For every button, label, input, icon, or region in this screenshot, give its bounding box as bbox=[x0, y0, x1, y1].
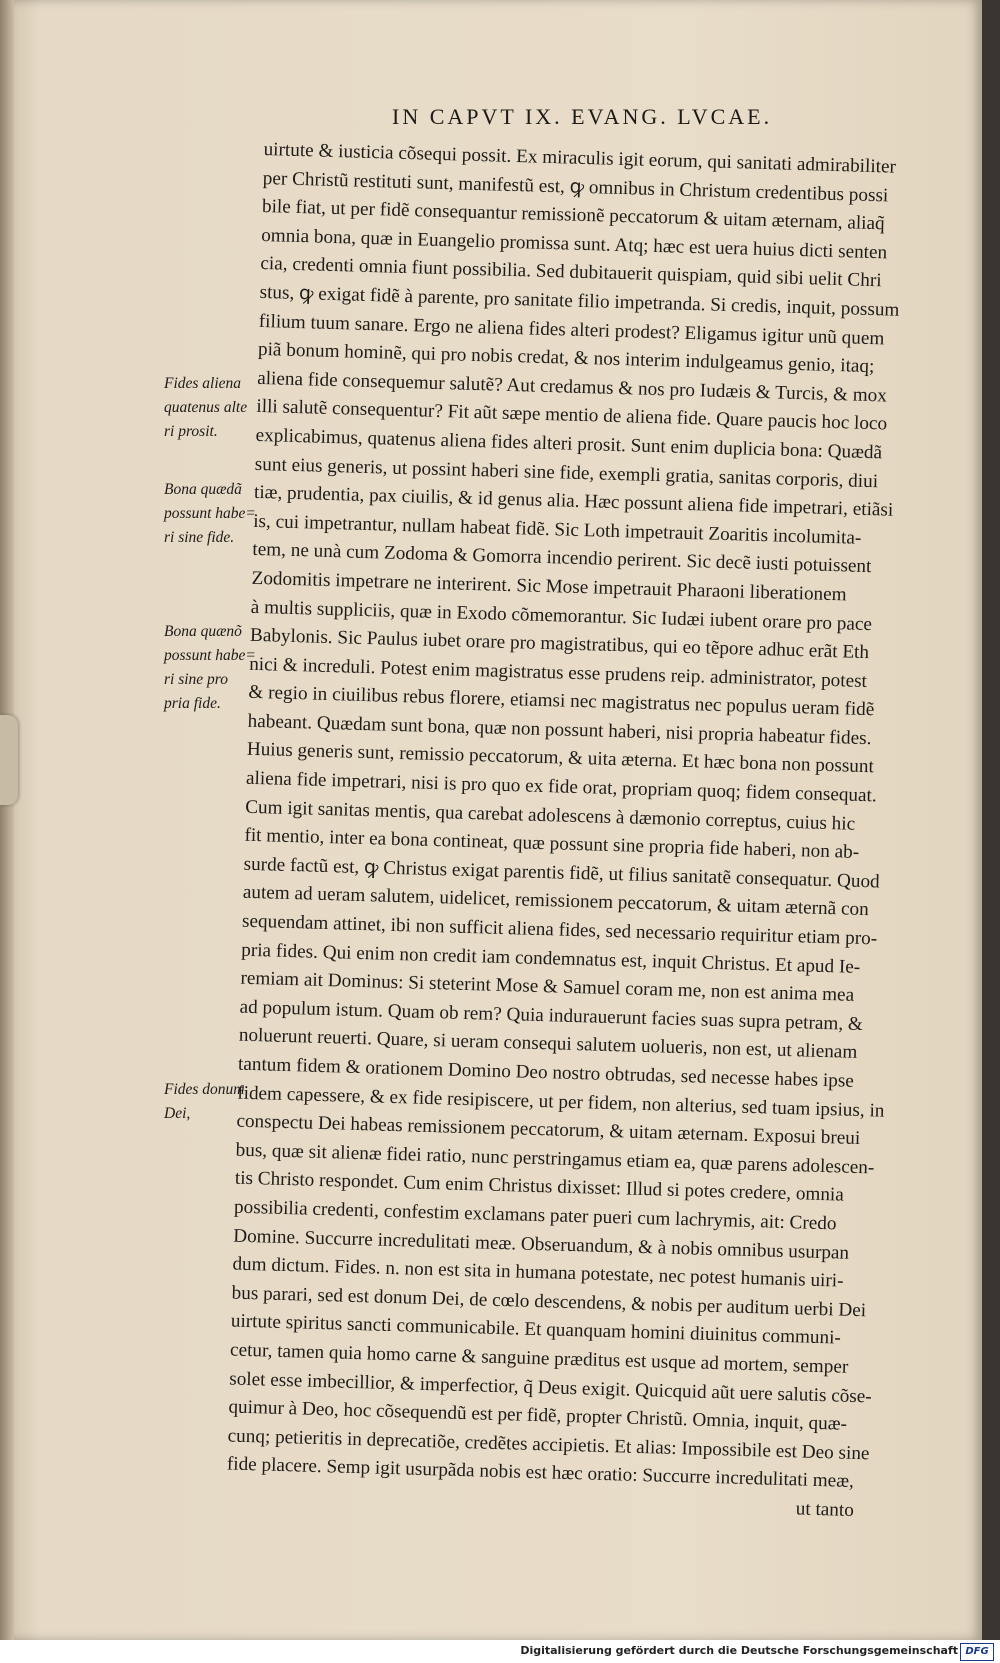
text-line: dum dictum. Fides. n. non est sita in humana potestate, nec potest humanis uiri- bbox=[232, 1253, 844, 1292]
text-line: explicabimus, quatenus aliena fides alteri prosit. Sunt enim duplicia bona: Quædã bbox=[255, 424, 883, 464]
text-line: Cum igit sanitas mentis, qua carebat adolescens à dæmonio correptus, cuius hic bbox=[244, 796, 856, 835]
margin-note-fides-donum bbox=[164, 1078, 264, 1126]
text-line: nici & increduli. Potest enim magistratus esse prudens reip. administrator, potest bbox=[248, 653, 868, 692]
text-line: habeant. Quædam sunt bona, quæ non possunt haberi, nisi propria habeatur fides. bbox=[247, 710, 872, 750]
text-line: tantum fidem & orationem Domino Deo nostro obtrudas, sed necesse habes ipse bbox=[237, 1053, 855, 1092]
text-line: bus parari, sed est donum Dei, de cœlo descendens, & nobis per auditum uerbi Dei bbox=[231, 1282, 867, 1322]
text-line: cetur, tamen quia homo carne & sanguine præditus est usque ad mortem, semper bbox=[229, 1339, 849, 1378]
text-line: filium tuum sanare. Ergo ne aliena fides alteri prodest? Eligamus igitur unũ quem bbox=[258, 310, 885, 349]
text-line: tis Christo respondet. Cum enim Christus dixisset: Illud si potes credere, omnia bbox=[234, 1167, 845, 1206]
page-tab bbox=[0, 715, 18, 805]
running-head: IN CAPVT IX. EVANG. LVCAE. bbox=[392, 104, 773, 129]
text-line: Domine. Succurre incredulitati meæ. Obseruandum, & à nobis omnibus usurpan bbox=[232, 1225, 850, 1264]
margin-note-bona-sine-fide bbox=[164, 478, 264, 550]
text-line: aliena fide impetrari, nisi is pro quo ex fide orat, propriam quoq; fidem consequat. bbox=[245, 767, 877, 807]
margin-note-line: ri sine fide. bbox=[164, 529, 235, 546]
text-line: solet esse imbecillior, & imperfectior, q̃ Deus exigit. Quicquid aũt uere salutis cõse- bbox=[228, 1368, 873, 1407]
text-line: tem, ne unà cum Zodoma & Gomorra incendio perirent. Sic decẽ iusti potuissent bbox=[252, 539, 872, 578]
text-line: fidem capessere, & ex fide resipiscere, ut per fidem, non alterius, sed tuam ipsius, in bbox=[236, 1082, 885, 1122]
text-line: sequendam attinet, ibi non sufficit aliena fides, sed necessario requiritur etiam pro- bbox=[241, 910, 878, 950]
margin-note-line: Fides aliena bbox=[164, 375, 242, 392]
footer-credit: Digitalisierung gefördert durch die Deutsche Forschungsgemeinschaft bbox=[520, 1644, 958, 1657]
text-line: conspectu Dei habeas remissionem peccatorum, & uitam æternam. Exposui breui bbox=[236, 1110, 861, 1150]
text-line: bile fiat, ut per fidẽ consequantur remissionẽ peccatorum & uitam æternam, aliaq̃ bbox=[261, 196, 885, 235]
text-line: aliena fide consequemur salutẽ? Aut credamus & nos pro Iudæis & Turcis, & mox bbox=[256, 367, 888, 407]
page-binding bbox=[0, 0, 14, 1640]
margin-note-bona-pro-pria-fide bbox=[164, 620, 264, 716]
text-line: sunt eius generis, ut possint haberi sine fide, exempli gratia, sanitas corporis, diui bbox=[254, 453, 879, 492]
margin-note-line: Dei, bbox=[164, 1105, 191, 1122]
margin-note-line: ri sine pro bbox=[164, 671, 229, 688]
text-line: remiam ait Dominus: Si steterint Mose & Samuel coram me, non est anima mea bbox=[240, 967, 855, 1007]
margin-note-line: Bona quædã bbox=[164, 481, 242, 498]
text-line: ad populum istum. Quam ob rem? Quia indurauerunt facies suas supra petram, & bbox=[239, 996, 864, 1035]
text-line: autem ad ueram salutem, uidelicet, remissionem peccatorum, & uitam æternã con bbox=[242, 882, 869, 921]
text-line: piã bonum hominẽ, qui pro nobis credat, & nos interim indulgeamus genio, itaq; bbox=[257, 339, 875, 378]
text-line: omnia bona, quæ in Euangelio promissa sunt. Atq; hæc est uera huius dicti senten bbox=[260, 224, 888, 264]
text-line: cunq; petieritis in deprecatiõe, credẽtes accipietis. Et alias: Impossibile est Deo sine bbox=[227, 1425, 870, 1465]
text-line: noluerunt reuerti. Quare, si ueram consequi salutem uolueris, non est, ut alienam bbox=[238, 1025, 858, 1064]
text-line: is, cui impetrantur, nullam habeat fidẽ. Sic Loth impetrauit Zoaritis incolumita- bbox=[252, 510, 862, 549]
text-line: surde factũ est, ꝙ Christus exigat parentis fidẽ, ut filius sanitatẽ consequatur. Quod bbox=[243, 853, 880, 893]
text-line: Zodomitis impetrare ne interirent. Sic Mose impetrauit Pharaoni liberationem bbox=[251, 567, 847, 606]
text-line: uirtute spiritus sancti communicabile. Et quanquam homini diuinitus communi- bbox=[230, 1310, 842, 1349]
margin-note-fides-aliena bbox=[164, 372, 264, 444]
text-line: uirtute & iusticia cõsequi possit. Ex miraculis igit eorum, qui sanitati admirabiliter bbox=[263, 138, 897, 178]
text-line: stus, ꝙ exigat fidẽ à parente, pro sanitate filio impetranda. Si credis, inquit, possum bbox=[259, 281, 900, 321]
text-line: illi salutẽ consequentur? Fit aũt sæpe mentio de aliena fide. Quare paucis hoc loco bbox=[256, 396, 888, 435]
text-line: pria fides. Qui enim non credit iam condemnatus est, inquit Christus. Et apud Ie- bbox=[240, 939, 861, 978]
margin-note-line: possunt habe= bbox=[164, 505, 256, 522]
body-text bbox=[226, 136, 946, 1527]
text-line: quimur à Deo, hoc cõsequendũ est per fidẽ, propter Christũ. Omnia, inquit, quæ- bbox=[228, 1396, 848, 1435]
footer-bar bbox=[0, 1640, 1000, 1663]
margin-note-line: quatenus alte bbox=[164, 399, 248, 416]
text-line: per Christũ restituti sunt, manifestũ est, ꝙ omnibus in Christum credentibus possi bbox=[262, 167, 889, 207]
text-line: bus, quæ sit alienæ fidei ratio, nunc perstringamus etiam ea, quæ parens adolescen- bbox=[235, 1139, 875, 1179]
margin-note-line: Bona quænõ bbox=[164, 623, 242, 640]
margin-note-line: ri prosit. bbox=[164, 423, 218, 440]
text-line: possibilia credenti, confestim exclamans pater pueri cum lachrymis, ait: Credo bbox=[233, 1196, 837, 1235]
dfg-logo: DFG bbox=[960, 1643, 994, 1661]
text-line: & regio in ciuilibus rebus florere, etiamsi nec magistratus nec populus ueram fidẽ bbox=[248, 682, 875, 721]
text-line: Huius generis sunt, remissio peccatorum, & uita æterna. Et hæc bona non possunt bbox=[246, 739, 875, 778]
text-line: à multis suppliciis, quæ in Exodo cõmemorantur. Sic Iudæi iubent orare pro pace bbox=[250, 596, 873, 635]
margin-note-line: possunt habe= bbox=[164, 647, 256, 664]
text-line: tiæ, prudentia, pax ciuilis, & id genus alia. Hæc possunt aliena fide impetrari, etiãsi bbox=[253, 481, 894, 521]
text-line: fide placere. Semp igit usurpãda nobis est hæc oratio: Succurre incredulitati meæ, bbox=[226, 1453, 855, 1493]
text-line: cia, credenti omnia fiunt possibilia. Sed dubitauerit quispiam, quid sibi uelit Chri bbox=[260, 253, 882, 292]
text-line: ut tanto bbox=[795, 1498, 855, 1521]
text-line: fit mentio, inter ea bona contineat, quæ possunt sine propria fide haberi, non ab- bbox=[244, 824, 860, 864]
margin-note-line: Fides donum bbox=[164, 1081, 245, 1098]
margin-note-line: pria fide. bbox=[164, 695, 221, 712]
text-line: Babylonis. Sic Paulus iubet orare pro magistratibus, qui eo tẽpore adhuc erãt Eth bbox=[249, 624, 870, 664]
